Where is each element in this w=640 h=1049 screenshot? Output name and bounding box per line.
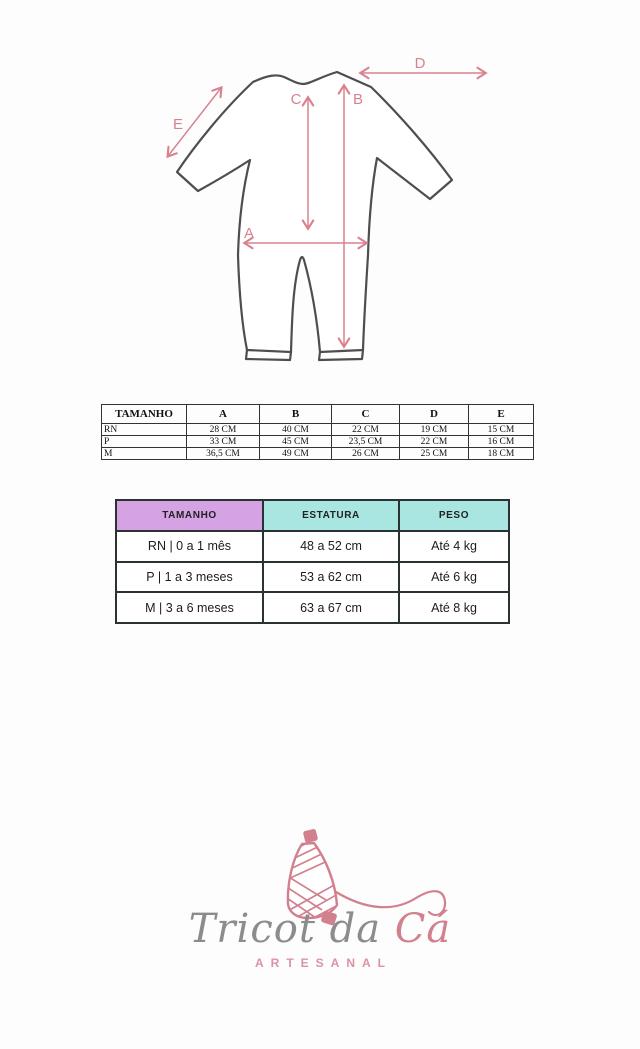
cell-estatura: 53 a 62 cm [263,562,399,593]
cell-tamanho: RN | 0 a 1 mês [116,531,263,562]
col-header-b: B [260,405,332,424]
cell-value: 40 CM [260,424,332,436]
measurements-header-row [102,405,534,424]
brand-name-gray: Tricot da [188,906,395,952]
brand-name [0,903,640,955]
col-header-peso: PESO [399,500,509,531]
table-row [116,531,509,562]
size-label: RN [102,424,187,436]
table-row [102,424,534,436]
cell-value: 15 CM [469,424,534,436]
size-label: M [102,448,187,460]
cell-value: 22 CM [400,436,469,448]
cell-value: 49 CM [260,448,332,460]
col-header-c: C [332,405,400,424]
cell-peso: Até 6 kg [399,562,509,593]
label-b: B [352,91,364,108]
measurements-table [101,404,534,460]
brand-name-pink: Cá [394,906,452,952]
onesie-outline-drawing [177,72,452,360]
col-header-d: D [400,405,469,424]
cell-estatura: 63 a 67 cm [263,592,399,623]
table-row [116,562,509,593]
col-header-tamanho: TAMANHO [116,500,263,531]
brand-subtitle: ARTESANAL [255,956,392,970]
cell-tamanho: P | 1 a 3 meses [116,562,263,593]
cell-tamanho: M | 3 a 6 meses [116,592,263,623]
col-header-tamanho: TAMANHO [102,405,187,424]
cell-value: 25 CM [400,448,469,460]
cell-value: 16 CM [469,436,534,448]
cell-estatura: 48 a 52 cm [263,531,399,562]
col-header-a: A [187,405,260,424]
size-guide-table [115,499,510,624]
cell-value: 18 CM [469,448,534,460]
cell-value: 23,5 CM [332,436,400,448]
onesie-measurement-diagram [150,50,500,375]
cell-value: 36,5 CM [187,448,260,460]
table-row [102,448,534,460]
cell-peso: Até 8 kg [399,592,509,623]
cell-value: 45 CM [260,436,332,448]
cell-value: 28 CM [187,424,260,436]
label-a: A [243,225,255,242]
label-c: C [290,91,302,108]
label-e: E [172,116,184,133]
cell-value: 26 CM [332,448,400,460]
col-header-e: E [469,405,534,424]
table-row [116,592,509,623]
size-label: P [102,436,187,448]
cell-value: 22 CM [332,424,400,436]
label-d: D [414,55,426,72]
cell-peso: Até 4 kg [399,531,509,562]
cell-value: 33 CM [187,436,260,448]
table-row [102,436,534,448]
cell-value: 19 CM [400,424,469,436]
size-guide-header-row [116,500,509,531]
col-header-estatura: ESTATURA [263,500,399,531]
